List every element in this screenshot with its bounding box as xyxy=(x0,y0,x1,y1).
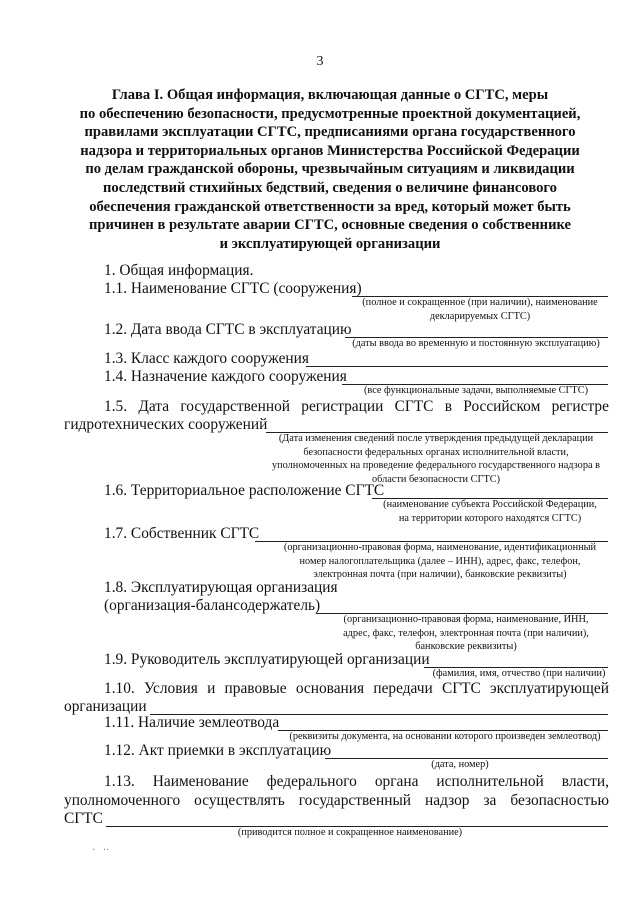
word: передачи xyxy=(373,680,433,697)
item-1-13-line3: СГТС xyxy=(64,810,103,827)
item-1-13-note xyxy=(200,826,500,840)
item-1-2-note xyxy=(340,337,612,351)
chapter-heading-line: надзора и территориальных органов Министерства Российской Федерации xyxy=(80,142,580,159)
item-1-4-label: 1.4. Назначение каждого сооружения xyxy=(104,368,347,385)
item-1-12-label: 1.12. Акт приемки в эксплуатацию xyxy=(104,742,332,759)
chapter-heading-line: последствий стихийных бедствий, сведения о величине финансового xyxy=(103,179,557,196)
word: государственный xyxy=(298,792,412,809)
chapter-heading xyxy=(60,86,600,253)
item-1-13-note-line: (приводится полное и сокращенное наименование) xyxy=(237,827,463,838)
word: надзор xyxy=(425,792,470,809)
item-1-4-note-line: (все функциональные задачи, выполняемые СГТС) xyxy=(363,385,588,396)
item-1-10-line1 xyxy=(104,680,609,698)
chapter-heading-line: обеспечения гражданской ответственности за вред, который может быть xyxy=(89,198,571,215)
word: Условия xyxy=(144,680,198,697)
item-1-12-note xyxy=(380,758,540,772)
item-1-1-label: 1.1. Наименование СГТС (сооружения) xyxy=(104,280,362,297)
section-title: 1. Общая информация. xyxy=(104,262,254,279)
item-1-5-note-line: уполномоченных на проведение федерального государственного надзора в xyxy=(272,460,600,472)
item-1-7-note-line: электронная почта (при наличии), банковские реквизиты) xyxy=(313,569,567,581)
item-1-7-note xyxy=(270,541,610,582)
item-1-8-label: 1.8. Эксплуатирующая организация xyxy=(104,579,338,596)
word: уполномоченного xyxy=(64,792,181,809)
word: безопасностью xyxy=(510,792,609,809)
item-1-7-note-line: (организационно-правовая форма, наименование, идентификационный xyxy=(283,542,597,553)
item-1-11-note-line: (реквизиты документа, на основании которого произведен землеотвод) xyxy=(289,731,601,742)
word: за xyxy=(483,792,497,809)
item-1-1-note-line: декларируемых СГТС) xyxy=(429,310,531,322)
word: 1.13. xyxy=(104,773,135,790)
word: СГТС xyxy=(441,680,481,697)
word: органа xyxy=(374,773,419,790)
item-1-10-line2: организации xyxy=(64,698,147,715)
item-1-3-field[interactable] xyxy=(306,366,608,367)
item-1-8-label2: (организация-балансодержатель) xyxy=(104,597,321,614)
page-number: 3 xyxy=(316,54,324,69)
word: и xyxy=(207,680,216,697)
word: власти, xyxy=(561,773,609,790)
word: правовые xyxy=(224,680,287,697)
item-1-8-note-line: (организационно-правовая форма, наименование, ИНН, xyxy=(343,614,589,625)
item-1-2-note-line: (даты ввода во временную и постоянную эксплуатацию) xyxy=(352,338,600,349)
item-1-5-note-line: безопасности федеральных органах исполнительной власти, xyxy=(303,446,569,458)
word: регистре xyxy=(551,398,609,415)
chapter-heading-line: правилами эксплуатации СГТС, предписаниями органа государственного xyxy=(84,124,576,141)
word: 1.10. xyxy=(104,680,135,697)
chapter-heading-line: причинен в результате аварии СГТС, основные сведения о собственнике xyxy=(88,217,572,234)
item-1-4-note xyxy=(340,384,612,398)
chapter-heading-line: по делам гражданской обороны, чрезвычайным ситуациям и ликвидации xyxy=(85,161,575,178)
word: федерального xyxy=(266,773,357,790)
item-1-9-note-line: (фамилия, имя, отчество (при наличии) xyxy=(432,668,606,679)
word: осуществлять xyxy=(194,792,285,809)
scan-speck: · ·· xyxy=(92,845,110,856)
item-1-7-label: 1.7. Собственник СГТС xyxy=(104,525,260,542)
chapter-heading-line: Глава I. Общая информация, включающая данные о СГТС, меры xyxy=(111,87,549,103)
item-1-13-line1 xyxy=(104,773,609,791)
item-1-12-note-line: (дата, номер) xyxy=(431,759,489,770)
chapter-heading-line: и эксплуатирующей организации xyxy=(219,235,441,252)
word: регистрации xyxy=(301,398,384,415)
item-1-13-line2 xyxy=(64,792,609,810)
item-1-5-line1 xyxy=(104,398,609,416)
word: Наименование xyxy=(152,773,249,790)
item-1-1-note xyxy=(340,296,620,323)
item-1-5-note-line: (Дата изменения сведений после утверждения предыдущей декларации xyxy=(278,433,594,444)
word: СГТС xyxy=(394,398,434,415)
item-1-7-note-line: номер налогоплательщика (далее – ИНН), адрес, факс, телефон, xyxy=(299,555,581,567)
word: государственной xyxy=(180,398,291,415)
chapter-heading-line: по обеспечению безопасности, предусмотренные проектной документацией, xyxy=(79,105,581,122)
item-1-9-label: 1.9. Руководитель эксплуатирующей организации xyxy=(104,651,430,668)
item-1-5-note-line: области безопасности СГТС) xyxy=(371,473,501,485)
item-1-1-note-line: (полное и сокращенное (при наличии), наименование xyxy=(362,297,598,308)
item-1-11-label: 1.11. Наличие землеотвода xyxy=(104,714,280,731)
item-1-6-note xyxy=(370,498,610,525)
item-1-2-label: 1.2. Дата ввода СГТС в эксплуатацию xyxy=(104,321,352,338)
item-1-6-note-line: на территории которого находятся СГТС) xyxy=(398,512,582,524)
word: основания xyxy=(295,680,365,697)
item-1-8-note xyxy=(320,613,612,654)
word: 1.5. xyxy=(104,398,128,415)
word: исполнительной xyxy=(436,773,544,790)
item-1-5-note xyxy=(258,432,614,486)
item-1-6-note-line: (наименование субъекта Российской Федерации, xyxy=(383,499,597,510)
item-1-3-label: 1.3. Класс каждого сооружения xyxy=(104,350,309,367)
item-1-9-note xyxy=(424,667,614,681)
item-1-5-line2: гидротехнических сооружений xyxy=(64,416,268,433)
word: Дата xyxy=(138,398,170,415)
word: Российском xyxy=(463,398,541,415)
item-1-8-note-line: банковские реквизиты) xyxy=(415,641,517,653)
item-1-8-note-line: адрес, факс, телефон, электронная почта (при наличии), xyxy=(343,627,589,639)
item-1-6-label: 1.6. Территориальное расположение СГТС xyxy=(104,482,385,499)
word: эксплуатирующей xyxy=(490,680,609,697)
word: в xyxy=(444,398,452,415)
